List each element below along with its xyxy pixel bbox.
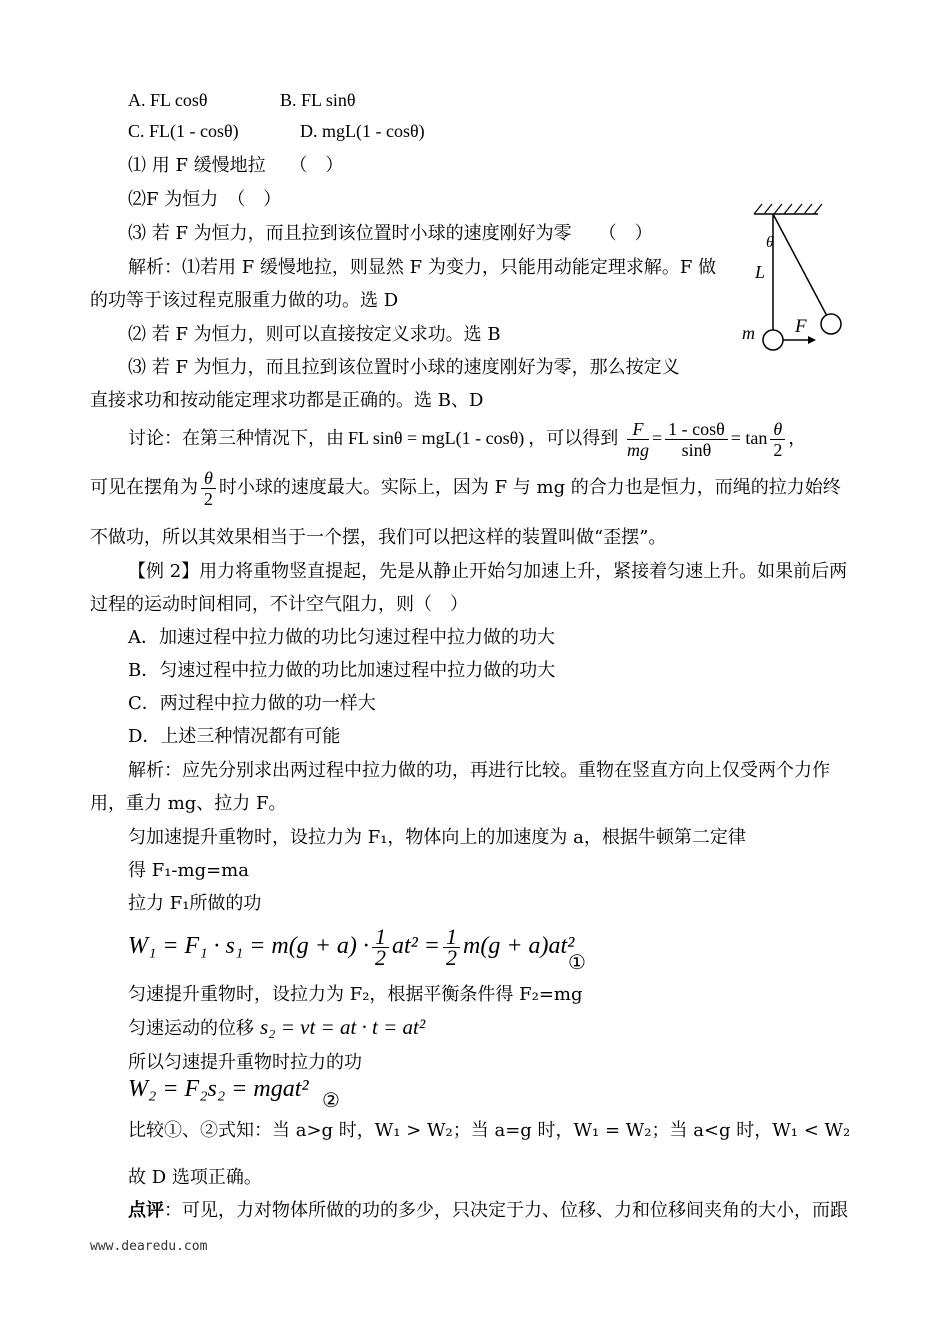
analysis2-line4: 得 F₁-mg=ma bbox=[128, 860, 249, 881]
eq-sign: = bbox=[651, 428, 663, 448]
discussion-line2-prefix: 可见在摆角为 bbox=[90, 477, 198, 498]
discussion-line1 bbox=[128, 416, 806, 460]
tan-term: = tan bbox=[730, 428, 768, 448]
equation-mark-1: ① bbox=[568, 950, 586, 974]
fraction-theta-over-2 bbox=[770, 419, 785, 460]
pendulum-diagram bbox=[738, 196, 850, 362]
analysis2-line3: 匀加速提升重物时，设拉力为 F₁，物体向上的加速度为 a，根据牛顿第二定律 bbox=[128, 827, 746, 848]
w1-part-c: m(g + a)at² bbox=[463, 933, 575, 959]
frac2-den: sinθ bbox=[681, 439, 712, 460]
fraction-f-over-mg bbox=[627, 419, 649, 460]
theta-label: θ bbox=[766, 234, 774, 251]
half2-num: 1 bbox=[443, 927, 460, 948]
analysis2-line8: 所以匀速提升重物时拉力的功 bbox=[128, 1052, 362, 1073]
analysis2-compare: 比较①、②式知：当 a>g 时，W₁ > W₂；当 a=g 时，W₁ = W₂；当 a<g 时，W₁ < W₂ bbox=[128, 1120, 851, 1141]
question-2: ⑵F 为恒力 （ ） bbox=[128, 189, 282, 210]
analysis1-line2: 的功等于该过程克服重力做的功。选 D bbox=[90, 290, 399, 311]
example2-option-b: B．匀速过程中拉力做的功比加速过程中拉力做的功大 bbox=[128, 660, 556, 681]
half-num: 1 bbox=[372, 927, 389, 948]
option-a: A. FL cosθ bbox=[128, 90, 208, 110]
analysis1-line3: ⑵ 若 F 为恒力，则可以直接按定义求功。选 B bbox=[128, 324, 501, 345]
work-equation: FL sinθ = mgL(1 - cosθ) bbox=[348, 428, 525, 448]
displacement-label: 匀速运动的位移 bbox=[128, 1018, 254, 1039]
example2-option-c: C．两过程中拉力做的功一样大 bbox=[128, 693, 376, 714]
analysis2-line6: 匀速提升重物时，设拉力为 F₂，根据平衡条件得 F₂=mg bbox=[128, 984, 583, 1005]
frac1-num: F bbox=[627, 419, 649, 440]
discussion-mid: ，可以得到 bbox=[528, 428, 619, 449]
work-w2-equation: W₂ = F₂s₂ = mgat² bbox=[128, 1076, 309, 1102]
analysis1-line4: ⑶ 若 F 为恒力，而且拉到该位置时小球的速度刚好为零，那么按定义 bbox=[128, 357, 680, 378]
discussion-prefix: 讨论：在第三种情况下，由 bbox=[128, 428, 344, 449]
one-half-fraction-2 bbox=[443, 923, 460, 970]
frac3-num: θ bbox=[770, 419, 785, 440]
work-w1-equation bbox=[128, 922, 574, 970]
fraction-cos-over-sin bbox=[665, 419, 728, 460]
half-den: 2 bbox=[374, 944, 386, 970]
discussion-line3: 不做功，所以其效果相当于一个摆，我们可以把这样的装置叫做“歪摆”。 bbox=[90, 527, 667, 548]
example2-option-a: A．加速过程中拉力做的功比匀速过程中拉力做的功大 bbox=[128, 627, 555, 648]
analysis2-line5: 拉力 F₁所做的功 bbox=[128, 893, 262, 914]
comment-text: ：可见，力对物体所做的功的多少，只决定于力、位移、力和位移间夹角的大小，而跟 bbox=[164, 1200, 848, 1221]
example2-line2: 过程的运动时间相同，不计空气阻力，则（ ） bbox=[90, 594, 468, 615]
analysis2-conclusion: 故 D 选项正确。 bbox=[128, 1167, 262, 1188]
question-3: ⑶ 若 F 为恒力，而且拉到该位置时小球的速度刚好为零 （ ） bbox=[128, 223, 653, 244]
option-b: B. FL sinθ bbox=[280, 90, 356, 110]
question-1: ⑴ 用 F 缓慢地拉 （ ） bbox=[128, 155, 344, 176]
equation-mark-2: ② bbox=[322, 1088, 340, 1112]
one-half-fraction bbox=[372, 923, 389, 970]
force-label: F bbox=[795, 316, 807, 337]
frac4-num: θ bbox=[201, 468, 216, 489]
comment-label: 点评 bbox=[128, 1200, 164, 1221]
frac2-num: 1 - cosθ bbox=[665, 419, 728, 440]
footer-url[interactable]: www.dearedu.com bbox=[90, 1239, 208, 1254]
example2-line1: 【例 2】用力将重物竖直提起，先是从静止开始匀加速上升，紧接着匀速上升。如果前后两 bbox=[128, 561, 848, 582]
frac1-den: mg bbox=[626, 439, 649, 460]
example2-option-d: D．上述三种情况都有可能 bbox=[128, 726, 341, 747]
analysis1-line5: 直接求功和按动能定理求功都是正确的。选 B、D bbox=[90, 390, 484, 411]
option-d: D. mgL(1 - cosθ) bbox=[300, 121, 425, 141]
analysis1-line1: 解析：⑴若用 F 缓慢地拉，则显然 F 为变力，只能用动能定理求解。F 做 bbox=[128, 257, 717, 278]
comment-line bbox=[128, 1200, 848, 1222]
discussion-line2 bbox=[90, 466, 841, 510]
analysis2-line2: 用，重力 mg、拉力 F。 bbox=[90, 793, 287, 814]
displacement-equation: s₂ = vt = at · t = at² bbox=[260, 1015, 426, 1039]
mass-label: m bbox=[742, 323, 755, 343]
analysis2-line7 bbox=[128, 1016, 425, 1040]
analysis2-line1: 解析：应先分别求出两过程中拉力做的功，再进行比较。重物在竖直方向上仅受两个力作 bbox=[128, 760, 830, 781]
discussion-line2-suffix: 时小球的速度最大。实际上，因为 F 与 mg 的合力也是恒力，而绳的拉力始终 bbox=[218, 477, 841, 498]
option-c: C. FL(1 - cosθ) bbox=[128, 121, 239, 141]
half2-den: 2 bbox=[446, 944, 457, 970]
w1-part-a: W₁ = F₁ · s₁ = m(g + a) · bbox=[128, 933, 369, 959]
discussion-comma: ， bbox=[788, 428, 807, 449]
fraction-theta-over-2-b bbox=[201, 468, 216, 509]
frac3-den: 2 bbox=[773, 439, 783, 460]
frac4-den: 2 bbox=[203, 488, 213, 509]
length-label: L bbox=[755, 262, 766, 282]
w1-part-b: at² = bbox=[391, 933, 440, 959]
